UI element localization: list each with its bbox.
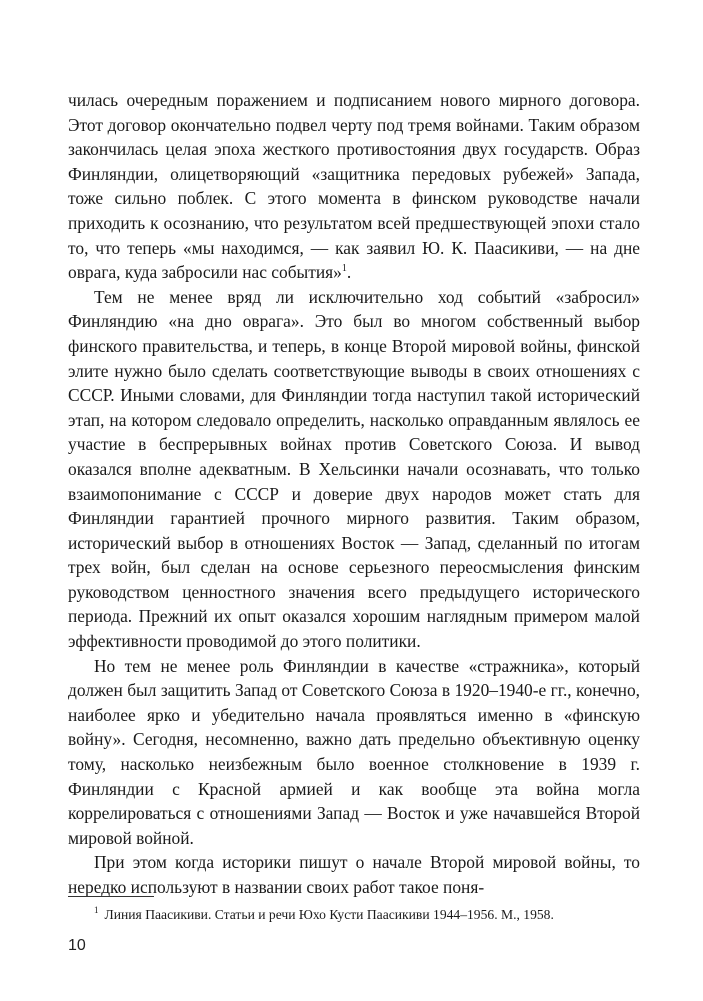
paragraph: Но тем не менее роль Финляндии в качестве «стражника», который должен был защитить Запад от Советского Союза в 1920–1940-е гг., конечно, наиболее ярко и убедительно начала проявляться именно в «финскую войну». Сегодня, несомненно, важно дать предельно объективную оценку тому, насколько неизбежным было военное столкновение в 1939 г. Финляндии с Красной армией и как вообще эта война могла коррелироваться с отношениями Запад — Восток и уже начавшейся Второй мировой войной. (68, 655, 640, 848)
paragraph-tail: . (346, 262, 352, 283)
paragraph-continued (68, 88, 640, 285)
footnote-divider (68, 896, 154, 897)
footnote-text: Линия Паасикиви. Статьи и речи Юхо Кусти Паасикиви 1944–1956. М., 1958. (104, 907, 554, 922)
paragraph: Тем не менее вряд ли исключительно ход событий «забросил» Финляндию «на дно оврага». Это был во многом собственный выбор финского правительства, и теперь, в конце Второй мировой войны, финской элите нужно было сделать соответствующие выводы в своих отношениях с СССР. Иными словами, для Финляндии тогда наступил такой исторический этап, на котором следовало определить, насколько оправданным являлось ее участие в беспрерывных войнах против Советского Союза. И вывод оказался вполне адекватным. В Хельсинки начали осознавать, что только взаимопонимание с СССР и доверие двух народов может стать для Финляндии гарантией прочного мирного развития. Таким образом, исторический выбор в отношениях Восток — Запад, сделанный по итогам трех войн, был сделан на основе серьезного переосмысления финским руководством ценностного значения всего предыдущего исторического периода. Прежний их опыт оказался хорошим наглядным примером малой эффективности проводимой до этого политики. (68, 286, 640, 652)
paragraph: При этом когда историки пишут о начале Второй мировой войны, то нередко используют в названии своих работ такое поня- (68, 852, 640, 897)
page-number: 10 (68, 937, 86, 954)
footnote-number: 1 (94, 905, 99, 916)
footnote (68, 906, 640, 924)
footnote-reference: 1 (341, 263, 347, 275)
body-text (68, 88, 640, 900)
paragraph-text: чилась очередным поражением и подписанием нового мирного договора. Этот договор окончательно подвел черту под тремя войнами. Таким образом закончилась целая эпоха жесткого противостояния двух государств. Образ Финляндии, олицетворяющий «защитника передовых рубежей» Запада, тоже сильно поблек. С этого момента в финском руководстве начали приходить к осознанию, что результатом всей предшествующей эпохи стало то, что теперь «мы находимся, — как заявил Ю. К. Паасикиви, — на дне оврага, куда забросили нас события» (68, 90, 640, 283)
